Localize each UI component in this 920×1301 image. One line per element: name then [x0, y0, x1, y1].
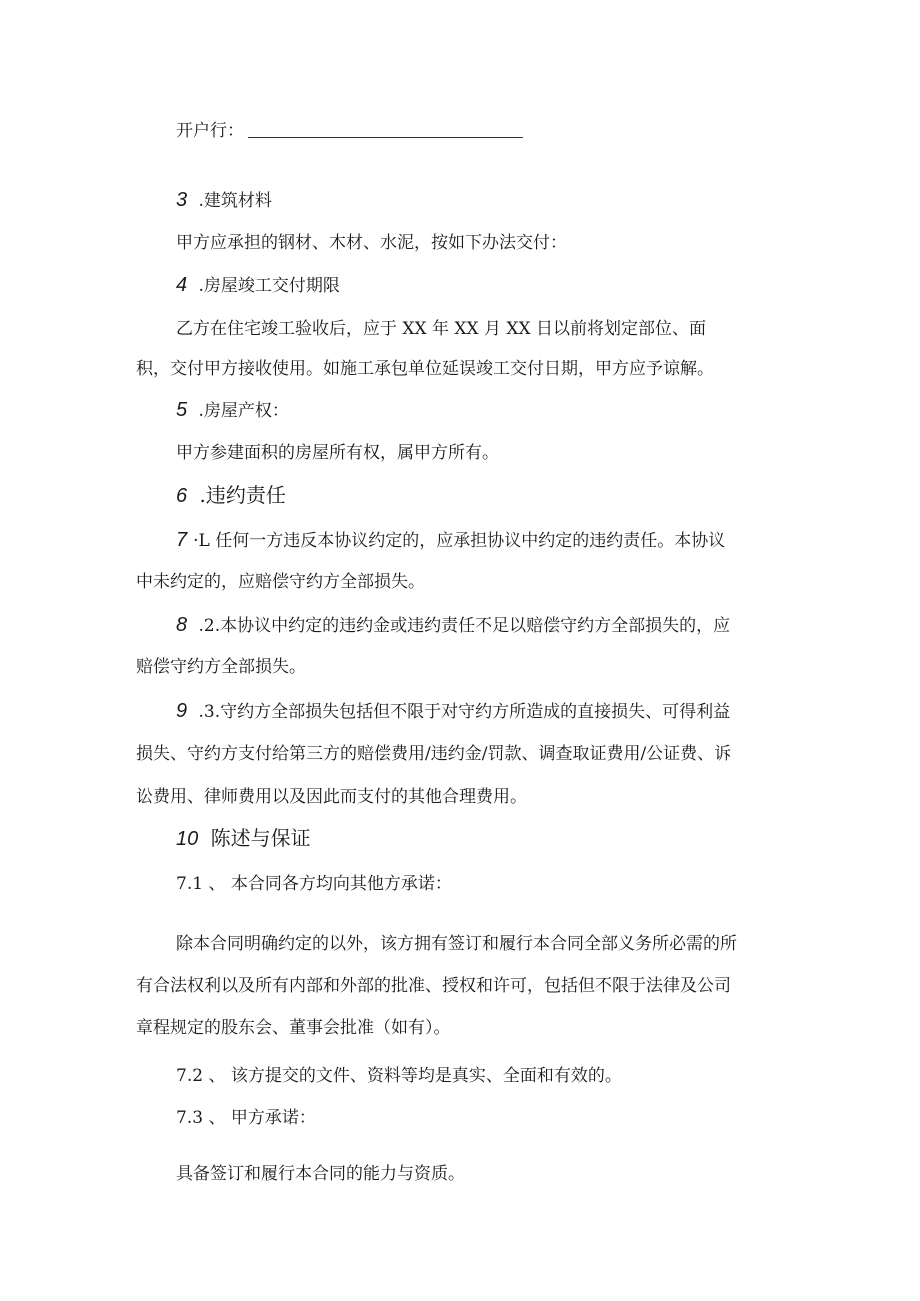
- section-text: .2.本协议中约定的违约金或违约责任不足以赔偿守约方全部损失的，应: [193, 616, 731, 636]
- section-title: 陈述与保证: [204, 826, 311, 850]
- clause-7-3-paragraph: 具备签订和履行本合同的能力与资质。: [176, 1164, 465, 1184]
- section-7-line: 中未约定的，应赔偿守约方全部损失。: [136, 572, 425, 592]
- section-number: 7: [176, 529, 188, 551]
- section-4-heading: [176, 274, 340, 297]
- clause-7-1: 7.1 、 本合同各方均向其他方承诺：: [176, 874, 452, 894]
- clause-7-1-paragraph-line: 有合法权利以及所有内部和外部的批准、授权和许可，包括但不限于法律及公司: [136, 976, 731, 996]
- section-3-heading: [176, 189, 272, 212]
- clause-7-1-paragraph-line: 章程规定的股东会、董事会批准（如有）。: [136, 1018, 451, 1038]
- section-number: 9: [176, 700, 188, 722]
- section-title: .房屋竣工交付期限: [193, 276, 340, 296]
- section-6-heading: [176, 484, 286, 507]
- section-5-paragraph: 甲方参建面积的房屋所有权，属甲方所有。: [176, 443, 499, 463]
- section-9-line: 讼费用、律师费用以及因此而支付的其他合理费用。: [136, 787, 527, 807]
- section-10-heading: [176, 827, 311, 850]
- section-8-line: [176, 614, 730, 637]
- section-title: .违约责任: [193, 483, 286, 507]
- section-title: .房屋产权：: [193, 401, 289, 421]
- section-number: 6: [176, 485, 188, 507]
- section-4-paragraph-line: 乙方在住宅竣工验收后，应于 XX 年 XX 月 XX 日以前将划定部位、面: [176, 319, 707, 339]
- section-title: .建筑材料: [193, 191, 272, 211]
- section-7-line: [176, 529, 725, 552]
- section-text: ·L 任何一方违反本协议约定的，应承担协议中约定的违约责任。本协议: [193, 531, 726, 551]
- section-3-paragraph: 甲方应承担的钢材、木材、水泥，按如下办法交付：: [176, 233, 567, 253]
- bank-label: 开户行：: [176, 121, 244, 141]
- clause-7-3: 7.3 、 甲方承诺：: [176, 1108, 316, 1128]
- clause-7-1-paragraph-line: 除本合同明确约定的以外，该方拥有签订和履行本合同全部义务所必需的所: [176, 934, 737, 954]
- section-5-heading: [176, 399, 289, 422]
- section-8-line: 赔偿守约方全部损失。: [136, 657, 306, 677]
- section-9-line: [176, 700, 730, 723]
- section-number: 10: [176, 828, 199, 850]
- clause-7-2: 7.2 、 该方提交的文件、资料等均是真实、全面和有效的。: [176, 1066, 622, 1086]
- section-number: 5: [176, 399, 188, 421]
- section-number: 4: [176, 274, 188, 296]
- bank-field: [176, 120, 523, 142]
- bank-blank-line: [248, 121, 523, 138]
- section-number: 8: [176, 614, 188, 636]
- section-number: 3: [176, 189, 188, 211]
- section-text: .3.守约方全部损失包括但不限于对守约方所造成的直接损失、可得利益: [193, 702, 731, 722]
- section-4-paragraph-line: 积，交付甲方接收使用。如施工承包单位延误竣工交付日期，甲方应予谅解。: [136, 359, 714, 379]
- section-9-line: 损失、守约方支付给第三方的赔偿费用/违约金/罚款、调查取证费用/公证费、诉: [136, 744, 732, 764]
